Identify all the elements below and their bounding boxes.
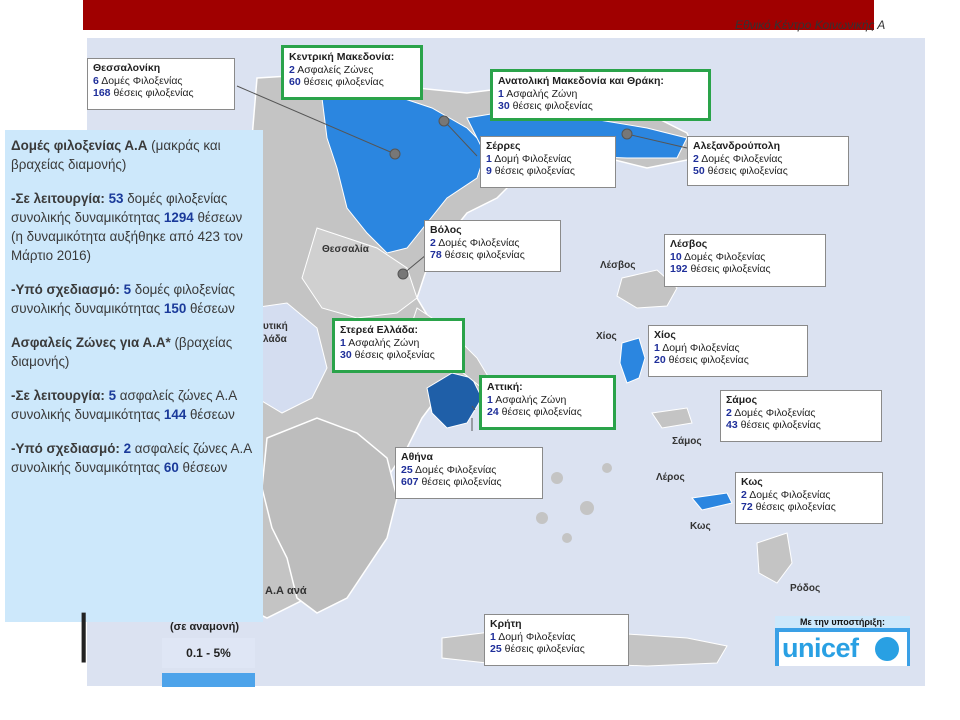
organization-text: Εθνικό Κέντρο Κοινωνικής Α: [735, 18, 886, 32]
label-partial-region: υτική λάδα: [263, 321, 288, 345]
callout-title: Θεσσαλονίκη: [93, 62, 161, 74]
legend-range-1: 0.1 - 5%: [162, 638, 255, 668]
cyclades-island: [536, 512, 548, 524]
rhodes-island: [757, 533, 792, 583]
unicef-logo: unicef: [779, 632, 907, 666]
label-samos: Σάμος: [672, 436, 702, 447]
cyclades-island: [602, 463, 612, 473]
kos-island: [692, 493, 732, 510]
location-dot: [622, 129, 632, 139]
callout-kos: Κως 2 Δομές Φιλοξενίας 72 θέσεις φιλοξενίας: [735, 472, 883, 524]
location-dot: [390, 149, 400, 159]
callout-attiki: Αττική: 1 Ασφαλής Ζώνη 24 θέσεις φιλοξενίας: [479, 375, 616, 430]
legend-title-fragment: Α.Α ανά: [265, 585, 307, 597]
callout-anatoliki-makedonia: Ανατολική Μακεδονία και Θράκη: 1 Ασφαλής Ζώνη 30 θέσεις φιλοξενίας: [490, 69, 711, 121]
samos-island: [652, 408, 692, 428]
legend-range-2-swatch: [162, 673, 255, 687]
location-dot: [398, 269, 408, 279]
label-thessalia: Θεσσαλία: [322, 244, 369, 255]
cyclades-island: [580, 501, 594, 515]
info-panel: Δομές φιλοξενίας Α.Α (μακράς και βραχείας διαμονής) -Σε λειτουργία: 53 δομές φιλοξενίας συνολικής δυναμικότητας 1294 θέσεων (η δυναμικότητα αυξήθηκε από 423 τον Μάρτιο 2016) -Υπό σχεδιασμό: 5 δομές φιλοξενίας συνολικής δυναμικότητας 150 θέσεων Ασφαλείς Ζώνες για Α.Α* (βραχείας διαμονής) -Σε λειτουργία: 5 ασφαλείς ζώνες Α.Α συνολικής δυναμικότητας 144 θέσεων -Υπό σχεδιασμό: 2 ασφαλείς ζώνες Α.Α συνολικής δυναμικότητας 60 θέσεων: [5, 130, 263, 622]
callout-chios: Χίος 1 Δομή Φιλοξενίας 20 θέσεις φιλοξενίας: [648, 325, 808, 377]
label-lesvos: Λέσβος: [600, 260, 636, 271]
callout-alexandroupoli: Αλεξανδρούπολη 2 Δομές Φιλοξενίας 50 θέσεις φιλοξενίας: [687, 136, 849, 186]
callout-volos: Βόλος 2 Δομές Φιλοξενίας 78 θέσεις φιλοξενίας: [424, 220, 561, 272]
globe-icon: [875, 637, 899, 661]
label-rodos: Ρόδος: [790, 583, 821, 594]
label-chios: Χίος: [596, 331, 617, 342]
callout-thessaloniki: Θεσσαλονίκη 6 Δομές Φιλοξενίας 168 θέσεις φιλοξενίας: [87, 58, 235, 110]
label-kos: Κως: [690, 521, 711, 532]
callout-sterea-ellada: Στερεά Ελλάδα: 1 Ασφαλής Ζώνη 30 θέσεις φιλοξενίας: [332, 318, 465, 373]
callout-serres: Σέρρες 1 Δομή Φιλοξενίας 9 θέσεις φιλοξενίας: [480, 136, 616, 188]
cyclades-island: [562, 533, 572, 543]
cyclades-island: [551, 472, 563, 484]
sponsor-box: [775, 616, 910, 666]
slide-fragment-glyph: ▏: [82, 614, 115, 661]
chios-island: [620, 338, 645, 383]
sponsor-label: Με την υποστήριξη:: [775, 616, 910, 628]
label-leros: Λέρος: [656, 472, 685, 483]
callout-athina: Αθήνα 25 Δομές Φιλοξενίας 607 θέσεις φιλοξενίας: [395, 447, 543, 499]
callout-lesvos: Λέσβος 10 Δομές Φιλοξενίας 192 θέσεις φιλοξενίας: [664, 234, 826, 287]
callout-kriti: Κρήτη 1 Δομή Φιλοξενίας 25 θέσεις φιλοξενίας: [484, 614, 629, 666]
callout-kentriki-makedonia: Κεντρική Μακεδονία: 2 Ασφαλείς Ζώνες 60 θέσεις φιλοξενίας: [281, 45, 423, 100]
legend-header: (σε αναμονή): [170, 621, 240, 633]
callout-samos: Σάμος 2 Δομές Φιλοξενίας 43 θέσεις φιλοξενίας: [720, 390, 882, 442]
